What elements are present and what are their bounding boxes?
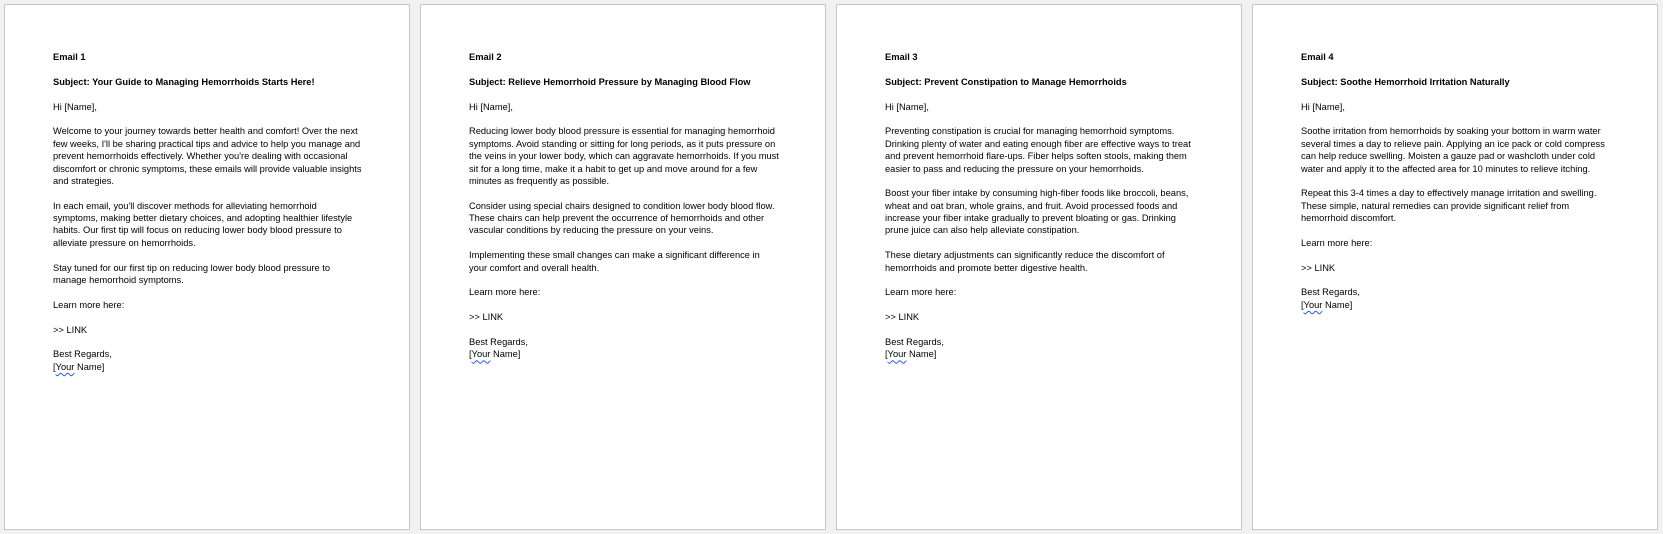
signature-your-word: Your — [471, 349, 491, 360]
subject-block — [1301, 76, 1621, 88]
link-block — [469, 311, 789, 323]
signature — [53, 361, 373, 373]
regards: Best Regards, — [1301, 287, 1360, 298]
paragraph-line: alleviate pressure on hemorrhoids. — [53, 237, 196, 248]
paragraph-line: and strategies. — [53, 175, 114, 186]
signature-bracket: [ — [1301, 299, 1304, 310]
paragraph-line: Repeat this 3-4 times a day to effectively manage irritation and swelling. — [1301, 188, 1597, 199]
paragraph-line: Stay tuned for our first tip on reducing lower body blood pressure to — [53, 262, 330, 273]
paragraph-line: prevent hemorrhoids effectively. Whether you're dealing with occasional — [53, 151, 348, 162]
signature-your-word: Your — [887, 349, 907, 360]
body-paragraph — [1301, 187, 1621, 224]
paragraph-line: Soothe irritation from hemorrhoids by soaking your bottom in warm water — [1301, 126, 1601, 137]
paragraph-line: few weeks, I'll be sharing practical tips and advice to help you manage and — [53, 138, 361, 149]
link-placeholder[interactable]: >> LINK — [1301, 262, 1336, 273]
email-page — [4, 4, 410, 530]
greeting-block — [885, 101, 1205, 113]
email-label: Email 2 — [469, 52, 502, 62]
email-page — [1252, 4, 1658, 530]
signature-your-word: Your — [1303, 299, 1323, 310]
paragraph-line: and prevent hemorrhoid flare-ups. Fiber helps soften stools, making them — [885, 151, 1187, 162]
email-header — [885, 51, 1205, 63]
body-paragraph — [885, 187, 1205, 237]
paragraph-line: water and apply it to the affected area for 10 minutes to relieve itching. — [1301, 163, 1591, 174]
paragraph-line: habits. Our first tip will focus on reducing lower body blood pressure to — [53, 225, 342, 236]
paragraph-line: increase your fiber intake gradually to prevent bloating or gas. Drinking — [885, 213, 1176, 224]
email-content — [885, 51, 1205, 361]
link-placeholder[interactable]: >> LINK — [469, 312, 504, 323]
signature-name: Name] — [490, 349, 521, 360]
email-label: Email 1 — [53, 52, 86, 62]
paragraph-line: can help reduce swelling. Moisten a gauze pad or washcloth under cold — [1301, 151, 1596, 162]
paragraph-line: minutes as frequently as possible. — [469, 175, 610, 186]
paragraph-line: discomfort or chronic symptoms, these emails will provide valuable insights — [53, 163, 362, 174]
body-paragraph — [1301, 125, 1621, 175]
signature — [469, 348, 789, 360]
email-content — [1301, 51, 1621, 311]
email-subject: Subject: Prevent Constipation to Manage Hemorrhoids — [885, 76, 1127, 87]
email-page — [420, 4, 826, 530]
email-page — [836, 4, 1242, 530]
paragraph-line: These chairs can help prevent the occurrence of hemorrhoids and other — [469, 213, 765, 224]
paragraph-line: hemorrhoid discomfort. — [1301, 213, 1397, 224]
signature-bracket: [ — [53, 361, 56, 372]
subject-block — [53, 76, 373, 88]
signature-bracket: [ — [469, 349, 472, 360]
signoff-block — [469, 336, 789, 361]
paragraph-line: Consider using special chairs designed to condition lower body blood flow. — [469, 200, 775, 211]
greeting: Hi [Name], — [1301, 101, 1345, 112]
subject-block — [885, 76, 1205, 88]
paragraph-line: These dietary adjustments can significantly reduce the discomfort of — [885, 250, 1165, 261]
paragraph-line: Boost your fiber intake by consuming high-fiber foods like broccoli, beans, — [885, 188, 1189, 199]
paragraph-line: prune juice can also help alleviate constipation. — [885, 225, 1080, 236]
body-paragraph — [469, 125, 789, 187]
paragraph-line: Drinking plenty of water and eating enough fiber are effective ways to treat — [885, 138, 1191, 149]
paragraph-line: Preventing constipation is crucial for managing hemorrhoid symptoms. — [885, 126, 1175, 137]
greeting-block — [469, 101, 789, 113]
email-content — [53, 51, 373, 373]
learn-more-block — [469, 286, 789, 298]
greeting: Hi [Name], — [885, 101, 929, 112]
paragraph-line: several times a day to relieve pain. Applying an ice pack or cold compress — [1301, 138, 1605, 149]
learn-more-block — [1301, 237, 1621, 249]
signature-your-word: Your — [55, 361, 75, 372]
email-header — [53, 51, 373, 63]
paragraph-line: These simple, natural remedies can provide significant relief from — [1301, 200, 1570, 211]
email-subject: Subject: Soothe Hemorrhoid Irritation Naturally — [1301, 76, 1510, 87]
paragraph-line: the veins in your lower body, which can aggravate hemorrhoids. If you must — [469, 151, 779, 162]
greeting: Hi [Name], — [53, 101, 97, 112]
learn-more-text: Learn more here: — [469, 287, 541, 298]
regards: Best Regards, — [885, 336, 944, 347]
greeting-block — [1301, 101, 1621, 113]
paragraph-line: Reducing lower body blood pressure is essential for managing hemorrhoid — [469, 126, 775, 137]
learn-more-block — [885, 286, 1205, 298]
body-paragraph — [53, 125, 373, 187]
email-header — [469, 51, 789, 63]
paragraph-line: vascular conditions by reducing the pressure on your veins. — [469, 225, 714, 236]
learn-more-text: Learn more here: — [885, 287, 957, 298]
paragraph-line: hemorrhoids and promote better digestive health. — [885, 262, 1088, 273]
link-block — [53, 324, 373, 336]
paragraph-line: symptoms. Avoid standing or sitting for long periods, as it puts pressure on — [469, 138, 776, 149]
greeting: Hi [Name], — [469, 101, 513, 112]
signoff-block — [885, 336, 1205, 361]
email-content — [469, 51, 789, 361]
paragraph-line: In each email, you'll discover methods for alleviating hemorrhoid — [53, 200, 317, 211]
signoff-block — [1301, 286, 1621, 311]
paragraph-line: manage hemorrhoid symptoms. — [53, 275, 184, 286]
signature — [885, 348, 1205, 360]
signoff-block — [53, 348, 373, 373]
email-subject: Subject: Your Guide to Managing Hemorrhoids Starts Here! — [53, 76, 315, 87]
signature-name: Name] — [74, 361, 105, 372]
signature — [1301, 299, 1621, 311]
paragraph-line: easier to pass and reducing the pressure on your hemorrhoids. — [885, 163, 1144, 174]
signature-name: Name] — [906, 349, 937, 360]
signature-name: Name] — [1322, 299, 1353, 310]
subject-block — [469, 76, 789, 88]
paragraph-line: Welcome to your journey towards better health and comfort! Over the next — [53, 126, 358, 137]
greeting-block — [53, 101, 373, 113]
link-placeholder[interactable]: >> LINK — [53, 324, 88, 335]
regards: Best Regards, — [53, 349, 112, 360]
link-placeholder[interactable]: >> LINK — [885, 312, 920, 323]
body-paragraph — [469, 249, 789, 274]
body-paragraph — [469, 200, 789, 237]
email-label: Email 4 — [1301, 52, 1334, 62]
body-paragraph — [53, 200, 373, 250]
paragraph-line: sit for a long time, make it a habit to get up and move around for a few — [469, 163, 758, 174]
body-paragraph — [885, 125, 1205, 175]
learn-more-text: Learn more here: — [53, 299, 125, 310]
email-header — [1301, 51, 1621, 63]
signature-bracket: [ — [885, 349, 888, 360]
body-paragraph — [53, 262, 373, 287]
paragraph-line: wheat and oat bran, whole grains, and fruit. Avoid processed foods and — [885, 200, 1178, 211]
paragraph-line: symptoms, making better dietary choices, and adopting healthier lifestyle — [53, 213, 353, 224]
regards: Best Regards, — [469, 336, 528, 347]
paragraph-line: Implementing these small changes can make a significant difference in — [469, 250, 760, 261]
learn-more-text: Learn more here: — [1301, 237, 1373, 248]
email-label: Email 3 — [885, 52, 918, 62]
learn-more-block — [53, 299, 373, 311]
email-subject: Subject: Relieve Hemorrhoid Pressure by Managing Blood Flow — [469, 76, 751, 87]
paragraph-line: your comfort and overall health. — [469, 262, 600, 273]
body-paragraph — [885, 249, 1205, 274]
link-block — [1301, 262, 1621, 274]
link-block — [885, 311, 1205, 323]
